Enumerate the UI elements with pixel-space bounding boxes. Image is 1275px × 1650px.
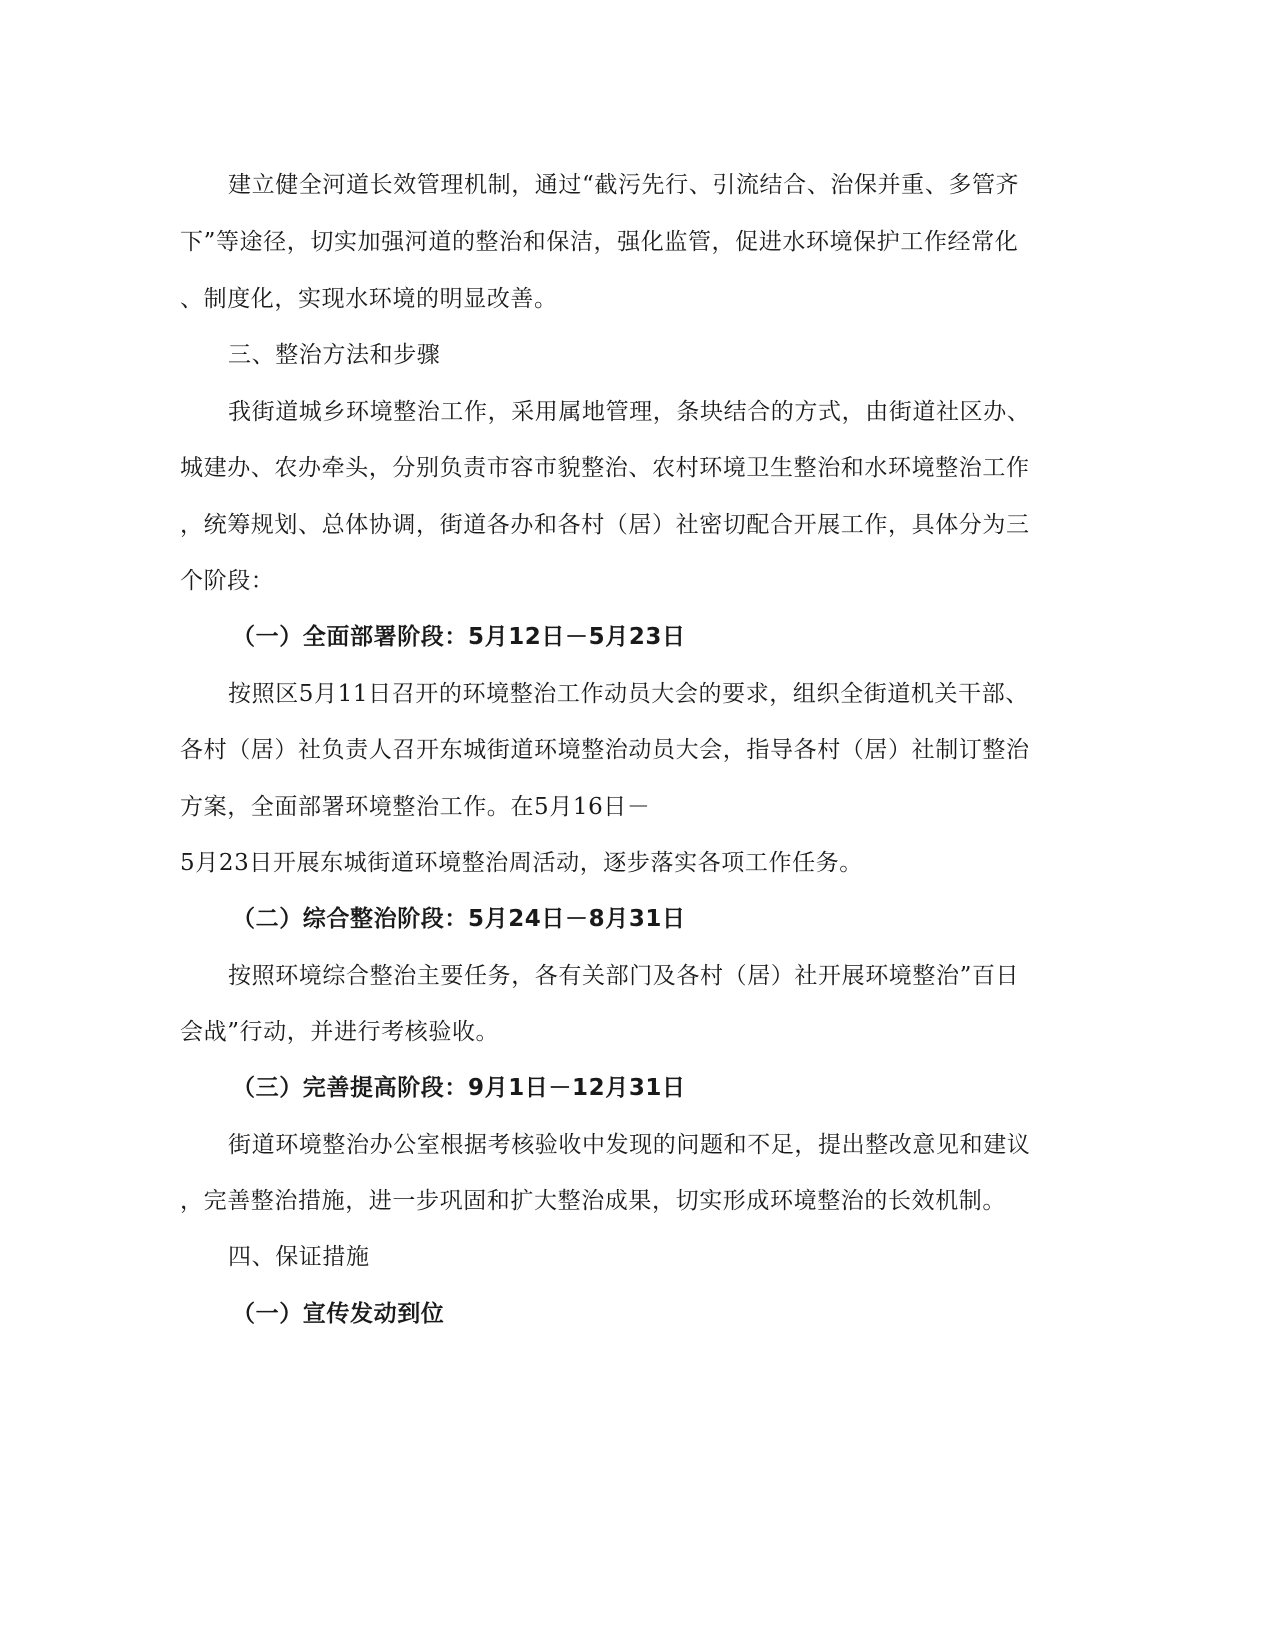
paragraph-line: 各村（居）社负责人召开东城街道环境整治动员大会，指导各村（居）社制订整治 bbox=[180, 737, 1030, 763]
section-heading: 三、整治方法和步骤 bbox=[228, 342, 441, 368]
subsection-heading: （一）宣传发动到位 bbox=[232, 1301, 445, 1327]
paragraph-line: ，完善整治措施，进一步巩固和扩大整治成果，切实形成环境整治的长效机制。 bbox=[180, 1188, 1006, 1214]
paragraph-line: 城建办、农办牵头，分别负责市容市貌整治、农村环境卫生整治和水环境整治工作 bbox=[180, 455, 1030, 481]
paragraph-line: 会战”行动，并进行考核验收。 bbox=[180, 1019, 500, 1045]
section-heading: 四、保证措施 bbox=[228, 1244, 370, 1270]
paragraph-line: 街道环境整治办公室根据考核验收中发现的问题和不足，提出整改意见和建议 bbox=[228, 1132, 1031, 1158]
paragraph-line: 5月23日开展东城街道环境整治周活动，逐步落实各项工作任务。 bbox=[180, 850, 863, 876]
subsection-heading: （一）全面部署阶段：5月12日－5月23日 bbox=[232, 624, 686, 650]
paragraph-line: 我街道城乡环境整治工作，采用属地管理，条块结合的方式，由街道社区办、 bbox=[228, 399, 1031, 425]
paragraph-line: 、制度化，实现水环境的明显改善。 bbox=[180, 286, 558, 312]
paragraph-line: 下”等途径，切实加强河道的整治和保洁，强化监管，促进水环境保护工作经常化 bbox=[180, 229, 1019, 255]
paragraph-line: 按照环境综合整治主要任务，各有关部门及各村（居）社开展环境整治”百日 bbox=[228, 963, 1020, 989]
paragraph-line: 个阶段： bbox=[180, 568, 275, 594]
subsection-heading: （三）完善提高阶段：9月1日－12月31日 bbox=[232, 1075, 686, 1101]
subsection-heading: （二）综合整治阶段：5月24日－8月31日 bbox=[232, 906, 686, 932]
paragraph-line: ，统筹规划、总体协调，街道各办和各村（居）社密切配合开展工作，具体分为三 bbox=[180, 512, 1030, 538]
paragraph-line: 建立健全河道长效管理机制，通过“截污先行、引流结合、治保并重、多管齐 bbox=[228, 172, 1020, 198]
paragraph-line: 按照区5月11日召开的环境整治工作动员大会的要求，组织全街道机关干部、 bbox=[228, 681, 1029, 707]
paragraph-line: 方案，全面部署环境整治工作。在5月16日－ bbox=[180, 794, 651, 820]
